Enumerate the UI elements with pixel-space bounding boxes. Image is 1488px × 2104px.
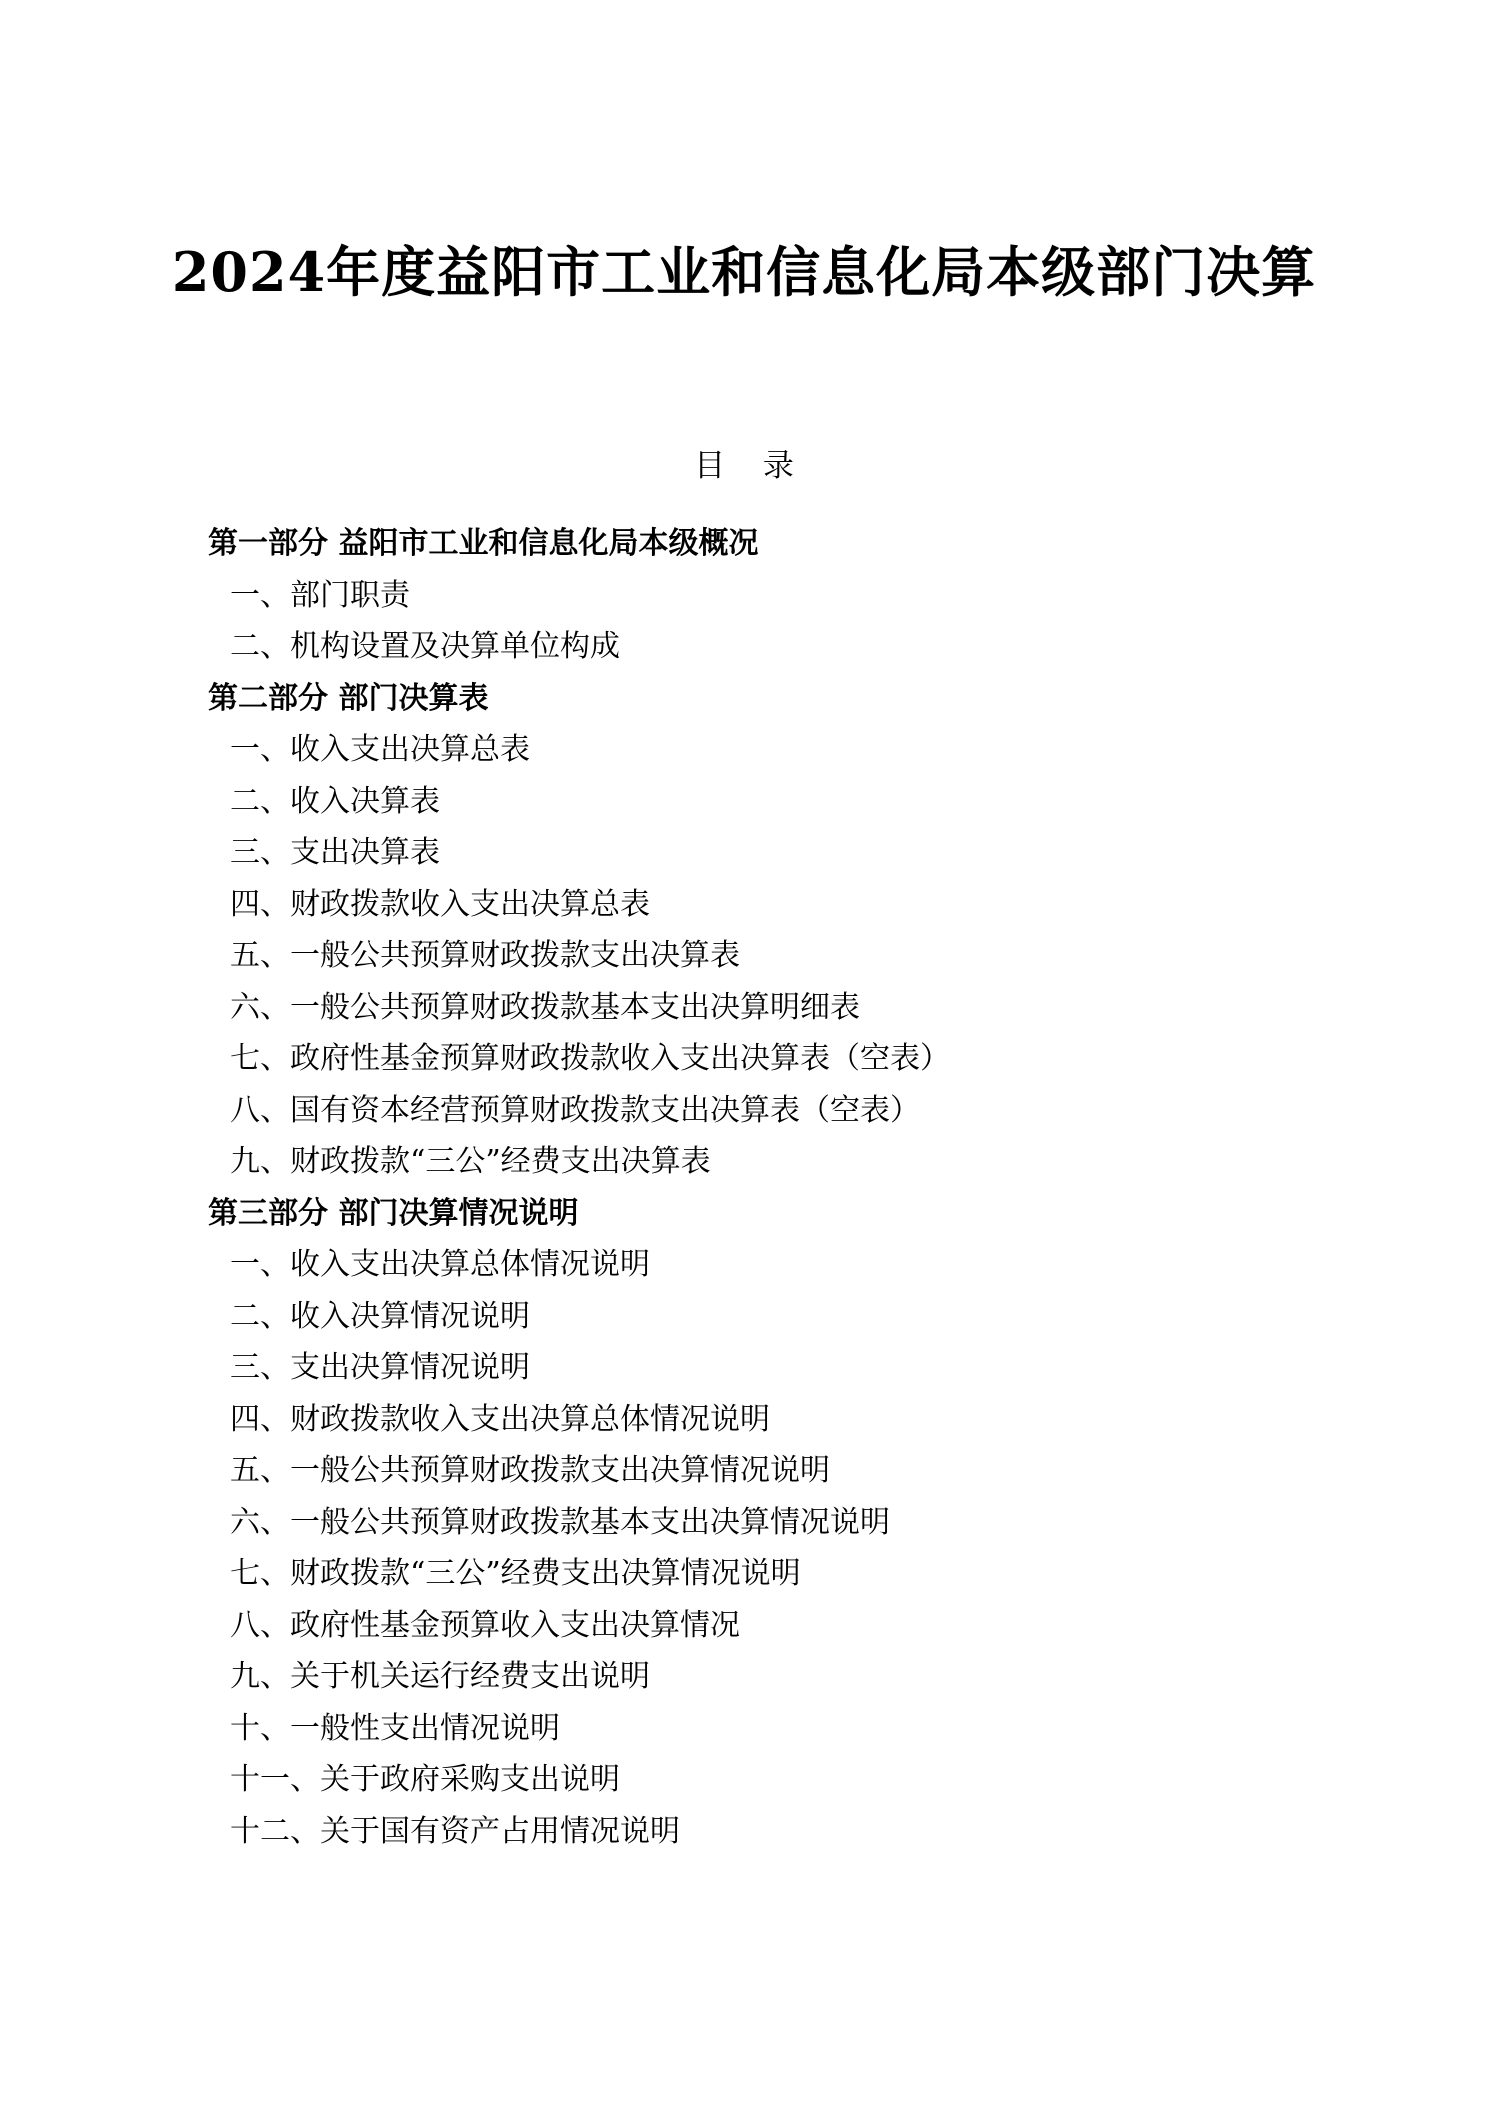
toc-entry[interactable]: 七、政府性基金预算财政拨款收入支出决算表（空表） [230,1041,950,1076]
toc-entry[interactable]: 六、一般公共预算财政拨款基本支出决算情况说明 [230,1504,890,1540]
toc-entry[interactable]: 二、机构设置及决算单位构成 [230,629,620,664]
toc-entry[interactable]: 九、财政拨款“三公”经费支出决算表 [230,1144,711,1179]
toc-entry[interactable]: 一、收入支出决算总体情况说明 [230,1247,650,1282]
toc-entry[interactable]: 五、一般公共预算财政拨款支出决算表 [230,938,740,973]
toc-entry[interactable]: 二、收入决算情况说明 [230,1298,530,1334]
toc-entry[interactable]: 六、一般公共预算财政拨款基本支出决算明细表 [230,989,860,1025]
toc-entry[interactable]: 八、政府性基金预算收入支出决算情况 [230,1607,740,1643]
toc-entry[interactable]: 七、财政拨款“三公”经费支出决算情况说明 [230,1556,801,1591]
toc-entry[interactable]: 二、收入决算表 [230,783,440,819]
toc-entry[interactable]: 一、部门职责 [230,577,410,613]
page-title: 2024年度益阳市工业和信息化局本级部门决算 [171,240,1317,304]
toc-entry[interactable]: 十、一般性支出情况说明 [230,1710,560,1746]
toc-entry[interactable]: 八、国有资本经营预算财政拨款支出决算表（空表） [230,1092,920,1128]
toc-entry[interactable]: 三、支出决算表 [230,835,440,870]
toc-part-heading[interactable]: 第二部分 部门决算表 [208,680,489,716]
table-of-contents-heading: 目 录 [694,448,808,484]
toc-entry[interactable]: 五、一般公共预算财政拨款支出决算情况说明 [230,1453,830,1488]
toc-entry[interactable]: 四、财政拨款收入支出决算总表 [230,886,650,922]
toc-entry[interactable]: 十二、关于国有资产占用情况说明 [230,1813,680,1849]
toc-part-heading[interactable]: 第三部分 部门决算情况说明 [208,1195,579,1231]
toc-entry[interactable]: 三、支出决算情况说明 [230,1350,530,1385]
toc-entry[interactable]: 九、关于机关运行经费支出说明 [230,1659,650,1694]
toc-entry[interactable]: 十一、关于政府采购支出说明 [230,1762,620,1797]
table-of-contents [208,518,1388,1857]
toc-part-heading[interactable]: 第一部分 益阳市工业和信息化局本级概况 [208,526,759,561]
toc-entry[interactable]: 一、收入支出决算总表 [230,732,530,767]
toc-entry[interactable]: 四、财政拨款收入支出决算总体情况说明 [230,1401,770,1437]
